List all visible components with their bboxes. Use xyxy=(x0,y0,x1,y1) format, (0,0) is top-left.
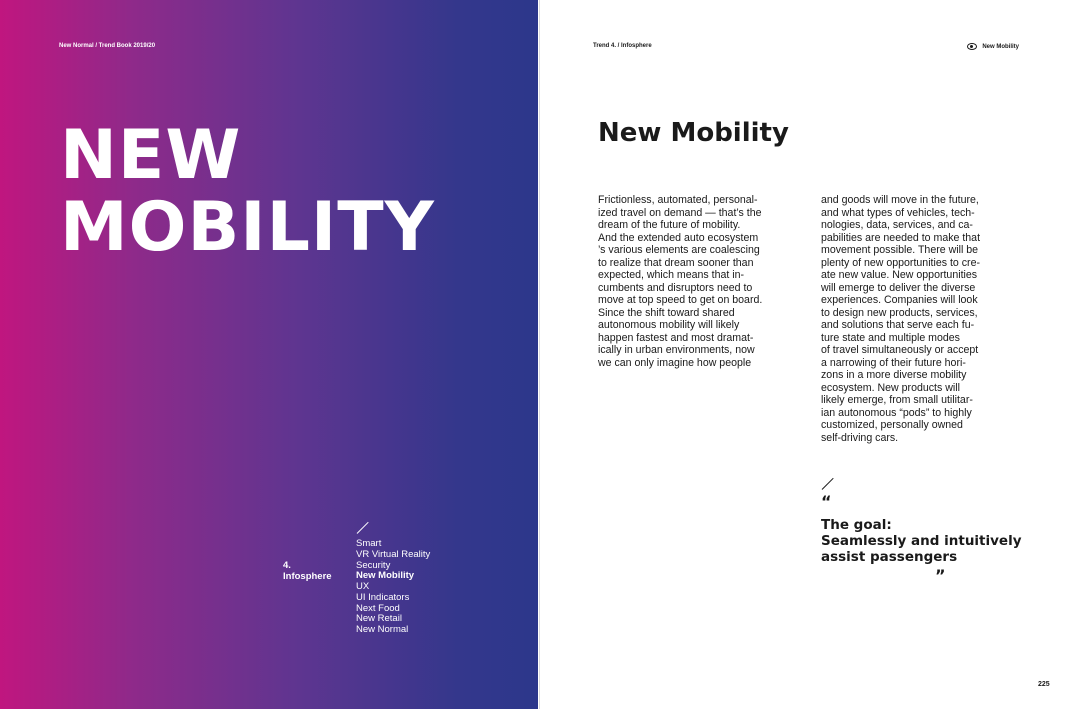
slash-divider xyxy=(822,478,834,490)
running-head-trend: Trend 4. / Infosphere xyxy=(593,43,652,49)
quote-close-mark: ” xyxy=(935,566,946,585)
trend-table-of-contents xyxy=(356,539,430,636)
section-name: Infosphere xyxy=(283,571,332,582)
toc-item[interactable]: Next Food xyxy=(356,602,400,614)
toc-item[interactable]: New Retail xyxy=(356,613,402,625)
toc-item[interactable]: UX xyxy=(356,581,370,592)
body-column-1: Frictionless, automated, personal- ized travel on demand — that’s the dream of the future of mobility. And the extended auto ecosystem ’s various elements are coalescing to realize that dream sooner than expected, which means that in- cumbents and disruptors need to move at top speed to get on board. Since the shift toward shared autonomous mobility will likely happen fastest and most dramat- ically in urban environments, now we can only imagine how people xyxy=(598,194,763,369)
hero-title-line-1: NEW xyxy=(60,116,242,195)
hero-title xyxy=(60,116,435,267)
quote-open-mark: “ xyxy=(821,492,832,511)
toc-item[interactable]: Security xyxy=(356,559,391,571)
page-number: 225 xyxy=(1038,681,1050,688)
article-title: New Mobility xyxy=(598,118,789,148)
toc-item[interactable]: UI Indicators xyxy=(356,591,410,603)
eye-icon xyxy=(967,43,977,50)
section-label xyxy=(283,560,332,582)
section-number: 4. xyxy=(283,560,291,571)
toc-item[interactable]: Smart xyxy=(356,538,382,549)
left-page xyxy=(0,0,538,709)
hero-title-line-2: MOBILITY xyxy=(60,188,435,267)
toc-item-active[interactable]: New Mobility xyxy=(356,570,415,582)
toc-item[interactable]: New Normal xyxy=(356,624,409,635)
body-column-2: and goods will move in the future, and what types of vehicles, tech- nologies, data, services, and ca- pabilities are needed to make that movement possible. There will be plenty of new opportunities to cre- ate new value. New opportunities will emerge to deliver the diverse experiences. Companies will look to design new products, services, and solutions that serve each fu- ture state and multiple modes of travel simultaneously or accept a narrowing of their future hori- zons in a more diverse mobility ecosystem. New products will likely emerge, from small utilitar- ian autonomous “pods” to highly customized, personally owned self-driving cars. xyxy=(821,194,981,444)
toc-item[interactable]: VR Virtual Reality xyxy=(356,548,431,560)
slash-divider xyxy=(357,522,369,534)
right-page xyxy=(539,0,1077,709)
running-head-topic-label: New Mobility xyxy=(982,44,1019,51)
pull-quote: The goal: Seamlessly and intuitively assist passengers xyxy=(821,517,1022,565)
running-head-topic xyxy=(967,43,1019,50)
running-head-left: New Normal / Trend Book 2019/20 xyxy=(59,43,156,49)
